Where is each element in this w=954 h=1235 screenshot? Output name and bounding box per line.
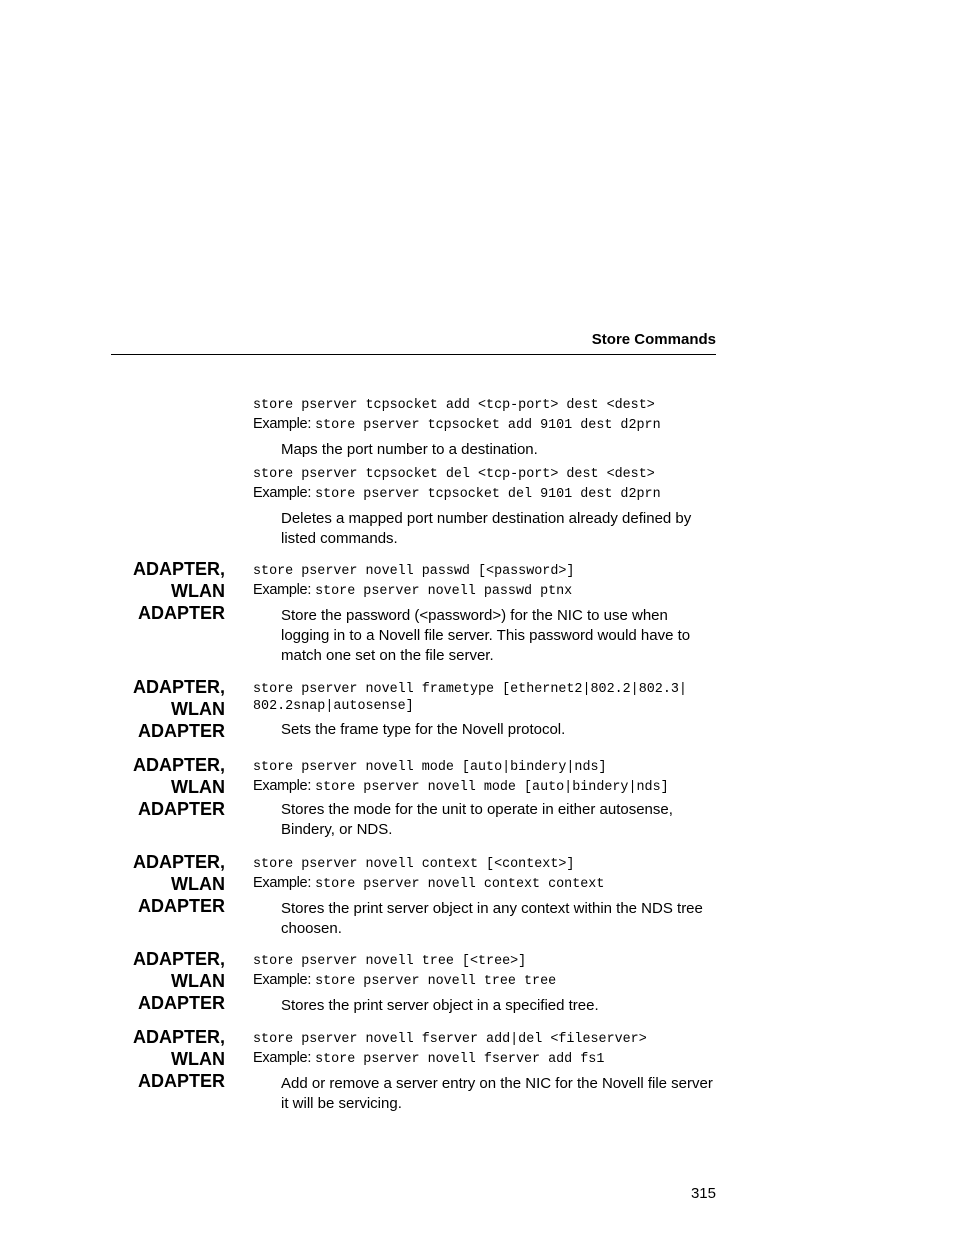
entry-body [253, 466, 716, 549]
example-line [253, 776, 716, 798]
margin-label-line: WLAN [171, 581, 225, 601]
margin-label-line: WLAN [171, 874, 225, 894]
command-syntax: store pserver novell context [<context>] [253, 857, 575, 872]
entry-body [253, 563, 716, 666]
command-syntax: store pserver novell frametype [ethernet2|802.2|802.3| 802.2snap|autosense] [253, 682, 687, 714]
command-description: Stores the print server object in any context within the NDS tree choosen. [281, 900, 703, 937]
margin-label [100, 948, 225, 1014]
example-code: store pserver novell fserver add fs1 [315, 1052, 605, 1067]
command-description: Stores the print server object in a specified tree. [281, 997, 599, 1014]
margin-label-line: WLAN [171, 699, 225, 719]
command-syntax: store pserver tcpsocket del <tcp-port> dest <dest> [253, 467, 655, 482]
margin-label-line: ADAPTER [137, 721, 225, 741]
margin-label-line: ADAPTER, [132, 852, 225, 872]
margin-label-line: ADAPTER, [132, 755, 225, 775]
example-line [253, 580, 716, 602]
margin-label-line: WLAN [171, 971, 225, 991]
example-line [253, 414, 716, 436]
margin-label-line: ADAPTER [137, 896, 225, 916]
example-line [253, 1048, 716, 1070]
command-description: Maps the port number to a destination. [281, 441, 538, 458]
command-syntax: store pserver novell passwd [<password>] [253, 564, 575, 579]
entry-body [253, 681, 716, 740]
header-rule [111, 354, 716, 355]
entry-body [253, 953, 716, 1016]
example-line [253, 873, 716, 895]
example-label: Example: [253, 1050, 312, 1066]
margin-label-line: ADAPTER [137, 603, 225, 623]
margin-label [100, 851, 225, 917]
command-description: Sets the frame type for the Novell protocol. [281, 721, 566, 738]
command-syntax: store pserver tcpsocket add <tcp-port> dest <dest> [253, 398, 655, 413]
command-syntax: store pserver novell fserver add|del <fileserver> [253, 1032, 647, 1047]
margin-label-line: ADAPTER, [132, 949, 225, 969]
example-code: store pserver novell mode [auto|bindery|nds] [315, 780, 669, 795]
page-header-title: Store Commands [591, 331, 716, 348]
margin-label-line: ADAPTER, [132, 1027, 225, 1047]
command-syntax: store pserver novell mode [auto|bindery|nds] [253, 760, 607, 775]
margin-label [100, 754, 225, 820]
example-line [253, 970, 716, 992]
example-line [253, 483, 716, 505]
entry-body [253, 1031, 716, 1114]
command-description: Stores the mode for the unit to operate in either autosense, Bindery, or NDS. [281, 801, 673, 838]
example-label: Example: [253, 582, 312, 598]
margin-label-line: ADAPTER [137, 799, 225, 819]
example-code: store pserver novell passwd ptnx [315, 584, 573, 599]
entry-body [253, 397, 716, 460]
margin-label-line: ADAPTER [137, 993, 225, 1013]
entry-body [253, 759, 716, 840]
example-code: store pserver novell tree tree [315, 974, 557, 989]
command-description: Store the password (<password>) for the NIC to use when logging in to a Novell file server. This password would have to match one set on the file server. [281, 607, 691, 664]
example-label: Example: [253, 778, 312, 794]
page-number: 315 [690, 1185, 716, 1202]
margin-label-line: ADAPTER [137, 1071, 225, 1091]
example-label: Example: [253, 875, 312, 891]
margin-label [100, 1026, 225, 1092]
command-syntax: store pserver novell tree [<tree>] [253, 954, 527, 969]
example-label: Example: [253, 972, 312, 988]
margin-label-line: WLAN [171, 1049, 225, 1069]
margin-label-line: ADAPTER, [132, 559, 225, 579]
margin-label [100, 676, 225, 742]
margin-label-line: WLAN [171, 777, 225, 797]
example-code: store pserver novell context context [315, 877, 605, 892]
margin-label [100, 558, 225, 624]
example-label: Example: [253, 416, 312, 432]
margin-label-line: ADAPTER, [132, 677, 225, 697]
example-code: store pserver tcpsocket add 9101 dest d2prn [315, 418, 661, 433]
command-description: Deletes a mapped port number destination already defined by listed commands. [281, 510, 692, 547]
example-label: Example: [253, 485, 312, 501]
example-code: store pserver tcpsocket del 9101 dest d2prn [315, 487, 661, 502]
command-description: Add or remove a server entry on the NIC for the Novell file server it will be servicing. [281, 1075, 713, 1112]
entry-body [253, 856, 716, 939]
